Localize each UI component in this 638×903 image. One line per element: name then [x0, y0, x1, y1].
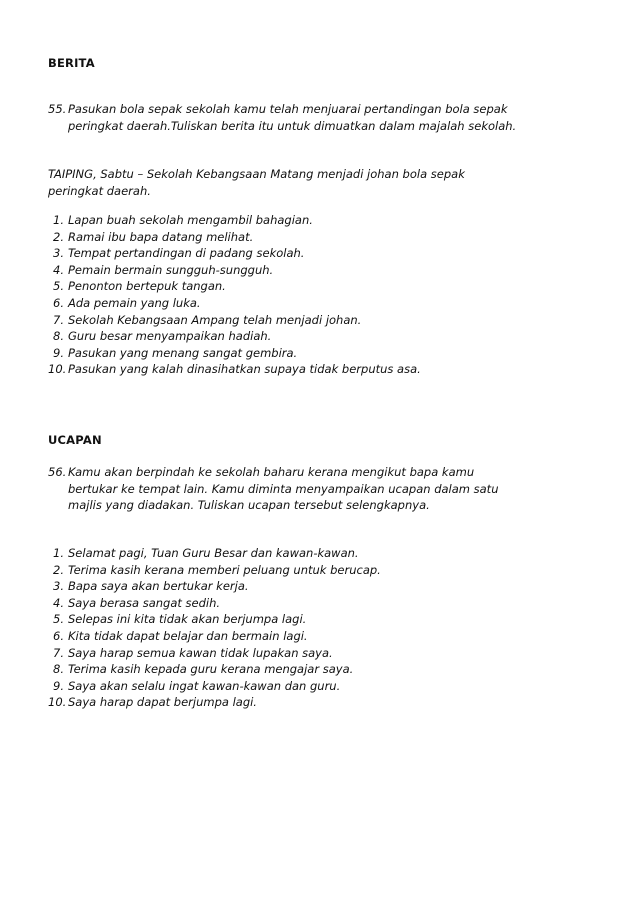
- list-item: 7. Saya harap semua kawan tidak lupakan saya.: [53, 645, 333, 660]
- list-item: 1. Lapan buah sekolah mengambil bahagian.: [53, 213, 313, 227]
- list-item: 10. Saya harap dapat berjumpa lagi.: [48, 695, 257, 710]
- list-item: 4. Saya berasa sangat sedih.: [53, 595, 221, 610]
- list-item: 2. Terima kasih kerana memberi peluang untuk berucap.: [53, 562, 381, 577]
- question-text: Pasukan bola sepak sekolah kamu telah menjuarai pertandingan bola sepak peringkat daerah.Tuliskan berita itu untuk dimuatkan dalam majalah sekolah.: [68, 102, 517, 133]
- berita-list: [48, 212, 421, 378]
- list-item: 3. Tempat pertandingan di padang sekolah.: [53, 246, 305, 261]
- list-item: 5. Selepas ini kita tidak akan berjumpa lagi.: [53, 612, 307, 627]
- question-number: 55.: [48, 102, 67, 116]
- news-intro: TAIPING, Sabtu – Sekolah Kebangsaan Matang menjadi johan bola sepak peringkat daerah.: [48, 167, 465, 198]
- list-item: 8. Terima kasih kepada guru kerana mengajar saya.: [53, 662, 354, 677]
- list-item: 4. Pemain bermain sungguh-sungguh.: [53, 262, 274, 277]
- list-item: 9. Saya akan selalu ingat kawan-kawan dan guru.: [53, 678, 341, 693]
- list-item: 6. Kita tidak dapat belajar dan bermain lagi.: [53, 628, 308, 643]
- question-56: [48, 464, 518, 514]
- list-item: 10. Pasukan yang kalah dinasihatkan supaya tidak berputus asa.: [48, 362, 421, 377]
- question-number: 56.: [48, 465, 67, 479]
- list-item: 7. Sekolah Kebangsaan Ampang telah menjadi johan.: [53, 312, 362, 327]
- list-item: 1. Selamat pagi, Tuan Guru Besar dan kawan-kawan.: [53, 546, 359, 560]
- ucapan-list: [48, 545, 381, 711]
- question-55: [48, 101, 518, 134]
- question-text: Kamu akan berpindah ke sekolah baharu kerana mengikut bapa kamu bertukar ke tempat lain. Kamu diminta menyampaikan ucapan dalam satu majlis yang diadakan. Tuliskan ucapan tersebut selengkapnya.: [68, 465, 499, 512]
- list-item: 5. Penonton bertepuk tangan.: [53, 279, 226, 294]
- list-item: 8. Guru besar menyampaikan hadiah.: [53, 329, 272, 344]
- list-item: 3. Bapa saya akan bertukar kerja.: [53, 579, 249, 594]
- list-item: 6. Ada pemain yang luka.: [53, 295, 201, 310]
- section-heading-berita: BERITA: [48, 56, 95, 70]
- section-heading-ucapan: UCAPAN: [48, 433, 102, 447]
- list-item: 2. Ramai ibu bapa datang melihat.: [53, 229, 254, 244]
- list-item: 9. Pasukan yang menang sangat gembira.: [53, 345, 298, 360]
